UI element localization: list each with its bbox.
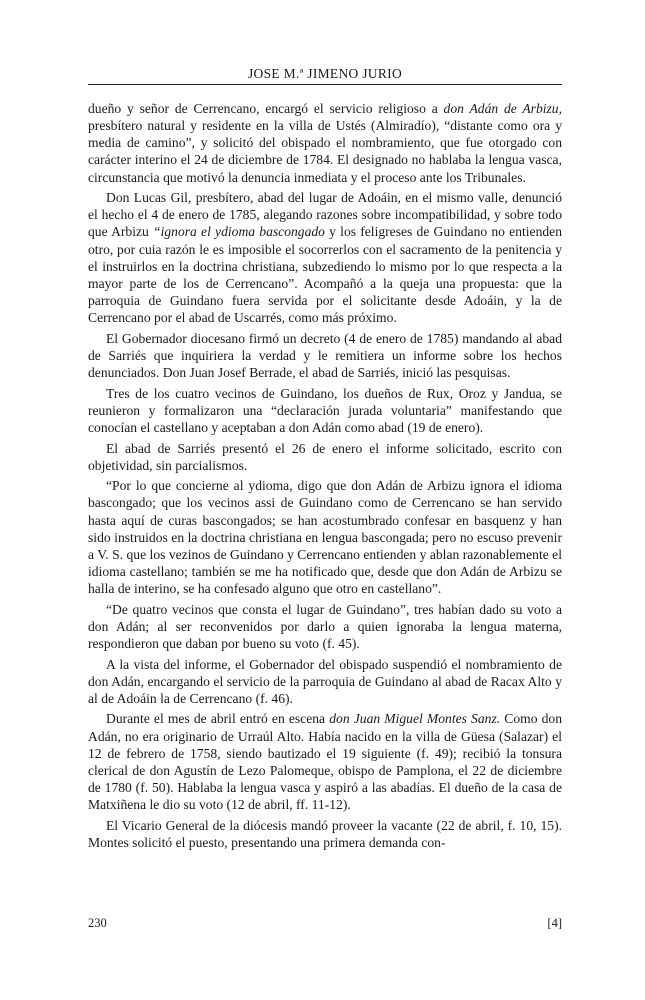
paragraph-3: El Gobernador diocesano firmó un decreto (4 de enero de 1785) mandando al abad de Sarriés que inquiriera la verdad y le remitiera un informe sobre los hechos denunciados. Don Juan Josef Berrade, el abad de Sarriés, inició las pesquisas. xyxy=(88,330,562,381)
italic-name: don Adán de Arbizu, xyxy=(443,101,562,116)
paragraph-6: “Por lo que concierne al ydioma, digo que don Adán de Arbizu ignora el idioma bascongado; que los vecinos assi de Guindano como de Cerrencano se han servido hasta aquí de curas bascongados; se han acostumbrado confesar en basquenz y han sido instruidos en la doctrina christiana en lengua bascongada; pero no escuso prevenir a V. S. que los vezinos de Guindano y Cerrencano entienden y ablan razonablemente el idioma castellano; también se me ha notificado que, desde que don Adán de Arbizu se halla de interino, se ha confesado alguno que otro en castellano”. xyxy=(88,478,562,597)
paragraph-8: A la vista del informe, el Gobernador del obispado suspendió el nombramiento de don Adán, encargando el servicio de la parroquia de Guindano al abad de Racax Alto y al de Adoáin la de Cerrencano (f. 46). xyxy=(88,656,562,706)
italic-quote: “ignora el ydioma bascongado xyxy=(153,224,325,240)
paragraph-7: “De quatro vecinos que consta el lugar de Guindano”, tres habían dado su voto a don Adán; al ser reconvenidos por darlo a quien ignoraba la lengua materna, respondieron que daban por bueno su voto (f. 45). xyxy=(88,601,562,652)
header-rule xyxy=(88,84,562,85)
paragraph-2: Don Lucas Gil, presbítero, abad del lugar de Adoáin, en el mismo valle, denunció el hecho el 4 de enero de 1785, alegando razones sobre incompatibilidad, y sobre todo que Arbizu “ignora el ydioma bascongado y los feligreses de Guindano no entienden otro, por cuia razón le es imposible el socorrerlos con el sacramento de la penitencia y el instruirlos en la doctrina christiana, subzediendo lo mismo por lo que respecta a la mayor parte de los de Cerrencano”. Acompañó a la queja una propuesta: que la parroquia de Guindano fuera servida por el solicitante desde Adoáin, y la de Cerrencano por el abad de Uscarrés, como más próximo. xyxy=(88,190,563,326)
paragraph-5: El abad de Sarriés presentó el 26 de enero el informe solicitado, escrito con objetividad, sin parcialismos. xyxy=(88,440,562,473)
article-body xyxy=(88,100,562,851)
italic-name: don Juan Miguel Montes Sanz. xyxy=(329,711,501,727)
section-mark: [4] xyxy=(547,916,562,930)
running-head: JOSE M.ª JIMENO JURIO xyxy=(247,66,403,81)
page-number: 230 xyxy=(88,916,107,930)
paragraph-1: dueño y señor de Cerrencano, encargó el servicio religioso a don Adán de Arbizu, presbítero natural y residente en la villa de Ustés (Almiradío), “distante como ora y media de camino”, y solicitó del obispado el nombramiento, que fue otorgado con carácter interino el 24 de diciembre de 1784. El designado no hablaba la lengua vasca, circunstancia que motivó la denuncia inmediata y el proceso ante los Tribunales. xyxy=(88,101,562,185)
paragraph-10: El Vicario General de la diócesis mandó proveer la vacante (22 de abril, f. 10, 15). Montes solicitó el puesto, presentando una primera demanda con- xyxy=(88,817,562,850)
paragraph-9: Durante el mes de abril entró en escena don Juan Miguel Montes Sanz. Como don Adán, no era originario de Urraúl Alto. Había nacido en la villa de Güesa (Salazar) el 12 de febrero de 1758, siendo bautizado el 19 siguiente (f. 49); recibió la tonsura clerical de don Agustín de Lezo Palomeque, obispo de Pamplona, el 22 de diciembre de 1780 (f. 50). Hablaba la lengua vasca y aspiró a las abadías. El dueño de la casa de Matxiñena le dio su voto (12 de abril, ff. 11-12). xyxy=(88,711,563,813)
paragraph-4: Tres de los cuatro vecinos de Guindano, los dueños de Rux, Oroz y Jandua, se reunieron y formalizaron una “declaración jurada voluntaria” manifestando que conocían el castellano y aceptaban a don Adán como abad (19 de enero). xyxy=(88,385,562,435)
